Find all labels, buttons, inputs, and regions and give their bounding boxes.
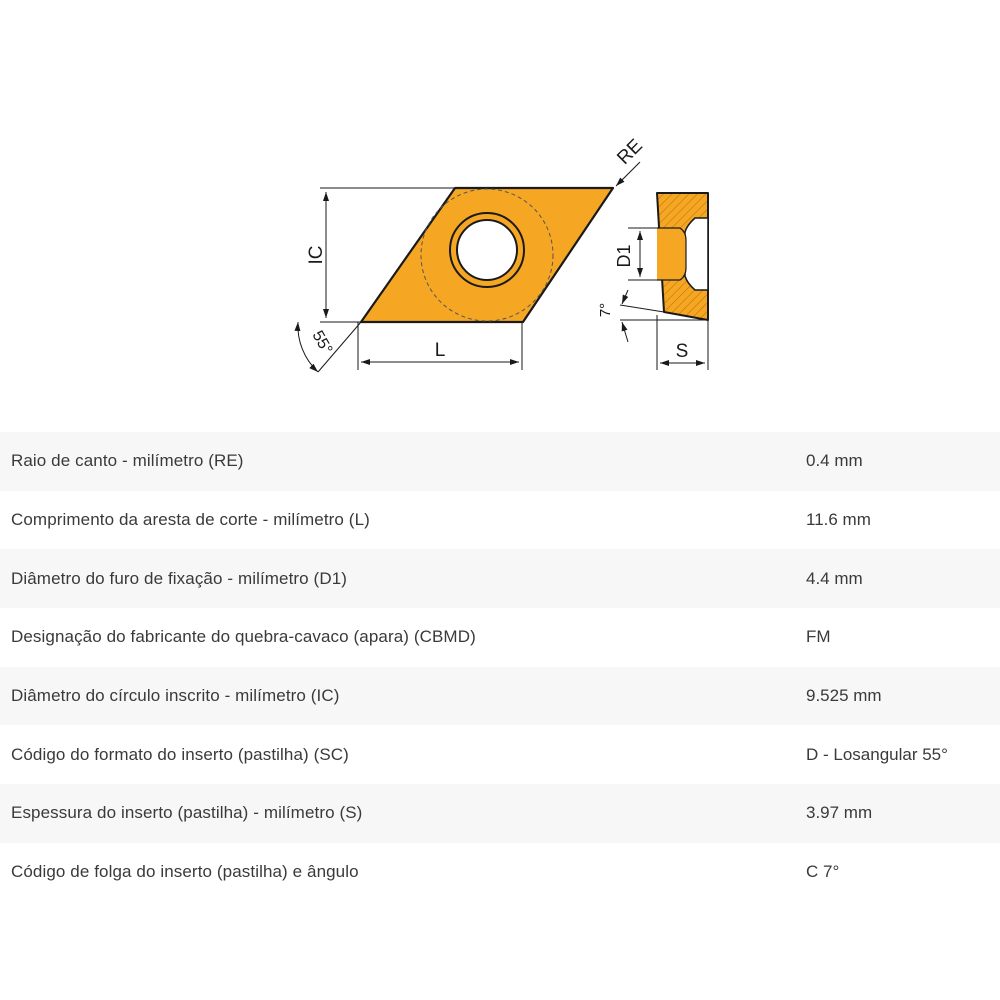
spec-value: D - Losangular 55° [806,744,948,764]
spec-row [0,667,1000,726]
spec-label: Designação do fabricante do quebra-cavaco (apara) (CBMD) [11,627,476,647]
spec-row [0,608,1000,667]
angle-7-label: 7° [597,302,614,318]
spec-label: Comprimento da aresta de corte - milímetro (L) [11,510,370,530]
spec-value: C 7° [806,862,840,882]
spec-label: Espessura do inserto (pastilha) - milímetro (S) [11,803,363,823]
specifications-table [0,432,1000,902]
insert-diagram [0,0,1000,420]
spec-label: Código de folga do inserto (pastilha) e ângulo [11,862,359,882]
spec-row [0,432,1000,491]
spec-value: 0.4 mm [806,451,863,471]
side-view-hole [685,218,708,290]
spec-label: Raio de canto - milímetro (RE) [11,451,244,471]
spec-label: Código do formato do inserto (pastilha) (SC) [11,744,349,764]
spec-row [0,549,1000,608]
spec-value: 4.4 mm [806,568,863,588]
spec-row [0,725,1000,784]
s-label: S [675,341,689,362]
spec-value: 3.97 mm [806,803,873,823]
spec-label: Diâmetro do furo de fixação - milímetro (D1) [11,568,348,588]
l-label: L [434,340,446,361]
fixing-hole-inner [457,220,517,280]
spec-value: 9.525 mm [806,686,882,706]
spec-row [0,491,1000,550]
d1-label: D1 [614,244,634,268]
spec-value: 11.6 mm [806,510,871,530]
spec-row [0,784,1000,843]
spec-label: Diâmetro do círculo inscrito - milímetro (IC) [11,686,340,706]
re-label: RE [613,135,647,169]
angle-55-label: 55° [308,328,336,358]
insert-drawing [0,0,1000,420]
ic-label: IC [306,245,327,265]
spec-value: FM [806,627,831,647]
spec-row [0,843,1000,902]
